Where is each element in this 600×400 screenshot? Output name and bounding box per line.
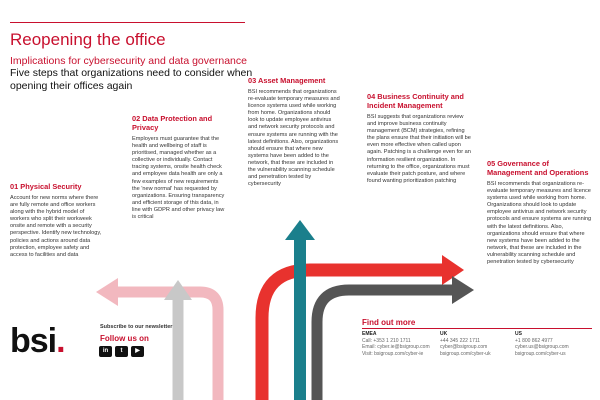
step-governance: [487, 159, 593, 266]
logo-text: bsi: [10, 322, 57, 360]
region-call: +44 345 222 1711: [440, 337, 481, 344]
contact-uk: [440, 331, 515, 357]
page-subtitle: Implications for cybersecurity and data governance: [10, 55, 247, 67]
intro-text: Five steps that organizations need to consider when opening their offices again: [10, 67, 253, 92]
contact-emea: [362, 331, 437, 357]
step-physical-security: [10, 182, 102, 259]
region-email[interactable]: Email: cyber.ie@bsigroup.com: [362, 344, 430, 351]
twitter-icon[interactable]: t: [115, 346, 128, 357]
youtube-icon[interactable]: ▶: [131, 346, 144, 357]
region-call: +1 800 862 4977: [515, 337, 553, 344]
step-title: 02 Data Protection and Privacy: [132, 114, 213, 132]
step-body: BSI suggests that organizations review and improve business continuity management (BCM) strategies, refining the plans ensure that their initiation will be even more effective when called upon again. Patching is a challenge even for an information resilient organization. In returning to the office, organizations must evaluate their patch posture, and where found wanting prioritization patching: [367, 114, 471, 184]
region-visit[interactable]: bsigroup.com/cyber-us: [515, 350, 566, 357]
bsi-logo: [10, 322, 65, 361]
step-title: 01 Physical Security: [10, 182, 82, 191]
page-title: Reopening the office: [10, 30, 166, 49]
step-data-protection: [132, 114, 226, 221]
region-call: Call: +353 1 210 1711: [362, 337, 411, 344]
region-name: EMEA: [362, 331, 377, 337]
logo-dot: .: [56, 322, 65, 360]
region-email[interactable]: cyber.us@bsigroup.com: [515, 344, 569, 351]
newsletter-link[interactable]: Subscribe to our newsletter: [100, 324, 173, 330]
step-body: BSI recommends that organizations re-evaluate temporary measures and licence systems used while working from home. Organizations should look to update employee antivirus and network security protocols and ensure systems are running with the latest definitions. Also, organizations should ensure that where new systems have been added to the network, that these are included in the vulnerability scanning schedule and penetration tested by cybersecurity: [487, 181, 592, 266]
linkedin-icon[interactable]: in: [99, 346, 112, 357]
step-title: 04 Business Continuity and Incident Management: [367, 92, 464, 110]
region-visit[interactable]: Visit: bsigroup.com/cyber-ie: [362, 350, 424, 357]
step-asset-management: [248, 76, 340, 188]
region-email[interactable]: cyber@bsigroup.com: [440, 344, 488, 351]
region-name: US: [515, 331, 522, 337]
step-body: Account for new norms where there are fully remote and office workers along with the hybrid model of workers who split their workweek onsite and remote with a security perspective. Identify new technology, policies and actions around data protection, employee safety and access to facilities and data: [10, 195, 102, 258]
contact-us: [515, 331, 590, 357]
arrow-teal: [285, 220, 315, 400]
follow-us-label: Follow us on: [100, 334, 149, 343]
find-out-more-heading: Find out more: [362, 318, 416, 327]
step-body: Employers must guarantee that the health and wellbeing of staff is prioritised, managed whether as a collective or individually. Contact tracing systems, onsite health check and employee data health are only a few examples of new requirements the 'new normal' has requested by organizations. Ensuring transparency and efficient storage of this data, in line with GDPR and other privacy law is critical: [132, 136, 225, 221]
footer-rule: [362, 328, 592, 329]
region-name: UK: [440, 331, 448, 337]
arrow-grey: [164, 280, 192, 400]
step-title: 03 Asset Management: [248, 76, 326, 85]
region-visit[interactable]: bsigroup.com/cyber-uk: [440, 350, 491, 357]
step-body: BSI recommends that organizations re-evaluate temporary measures and licence systems used while working from home. Organizations should look to update employee antivirus and network security protocols and ensure systems are running with the latest definitions. Also, organizations should ensure that where new systems have been added to the network, that these are included in the vulnerability scanning schedule and penetration tested by cybersecurity: [248, 89, 340, 188]
social-links: [99, 346, 144, 357]
step-business-continuity: [367, 92, 473, 185]
step-title: 05 Governance of Management and Operations: [487, 159, 589, 177]
